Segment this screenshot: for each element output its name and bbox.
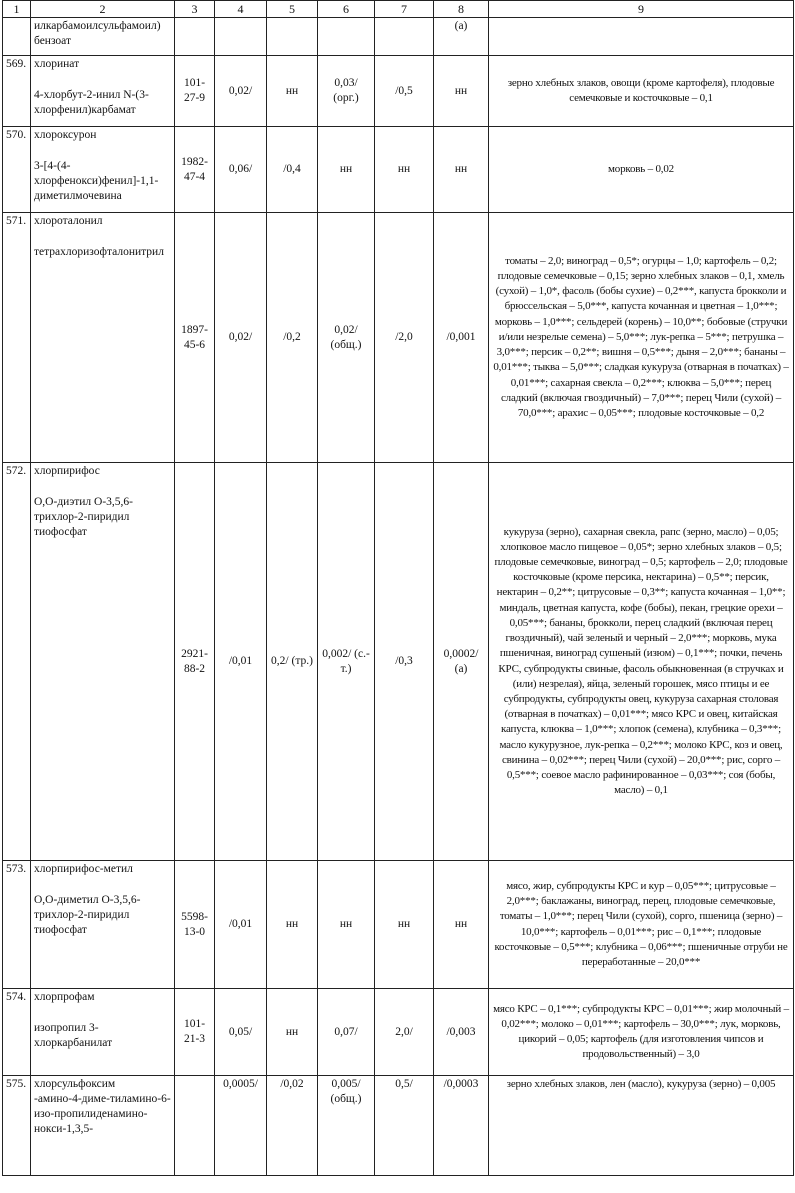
header-row <box>3 1 794 18</box>
col8-value: нн <box>434 861 489 989</box>
row-number: 573. <box>3 861 31 989</box>
mrl-list: зерно хлебных злаков, овощи (кроме картофеля), плодовые семечковые и косточковые – 0,1 <box>489 56 794 127</box>
substance-cell <box>31 989 175 1076</box>
table-row <box>3 1076 794 1176</box>
row-number: 571. <box>3 213 31 463</box>
substance-cell <box>31 127 175 213</box>
col8-value: /0,0003 <box>434 1076 489 1176</box>
substance-name: хлорпрофам <box>34 991 95 1003</box>
header-cell-8: 8 <box>434 1 489 18</box>
col8-value: нн <box>434 56 489 127</box>
row-number: 570. <box>3 127 31 213</box>
header-cell-1: 1 <box>3 1 31 18</box>
col6-value: 0,03/ (орг.) <box>318 56 375 127</box>
col5-value <box>267 18 318 56</box>
col4-value: 0,05/ <box>215 989 267 1076</box>
col6-value: нн <box>318 861 375 989</box>
mrl-list: мясо, жир, субпродукты КРС и кур – 0,05***; цитрусовые – 2,0***; баклажаны, виноград, перец, плодовые семечковые, томаты – 1,0***; перец Чили (сухой), сорго, пшеница (зерно) – 10,0***; картофель – 0,01***; рис – 0,1***; плодовые косточковые – 0,5***; клубника – 0,06***; пшеничные отруби не переработанные – 20,0*** <box>489 861 794 989</box>
substance-cell <box>31 56 175 127</box>
cas-number: 101-21-3 <box>175 989 215 1076</box>
chemical-name: 3-[4-(4-хлорфенокси)фенил]-1,1-диметилмочевина <box>34 160 159 202</box>
cas-number: 1982-47-4 <box>175 127 215 213</box>
substance-name: хлороксурон <box>34 129 97 141</box>
col6-value: 0,005/ (общ.) <box>318 1076 375 1176</box>
cas-number <box>175 1076 215 1176</box>
col6-value: нн <box>318 127 375 213</box>
header-cell-9: 9 <box>489 1 794 18</box>
col4-value: 0,02/ <box>215 213 267 463</box>
mrl-list: томаты – 2,0; виноград – 0,5*; огурцы – 1,0; картофель – 0,2; плодовые семечковые – 0,15; зерно хлебных злаков – 0,1, хмель (сухой) – 1,0*, фасоль (бобы сухие) – 0,2***, капуста брокколи и брюссельская – 5,0***, капуста кочанная и цветная – 1,0***; морковь – 1,0***; сельдерей (корень) – 10,0**; бобовые (стручки и/или незрелые семена) – 5,0***; лук-репка – 5***; петрушка – 3,0***; персик – 0,2**; вишня – 0,5***; дыня – 2,0***; бананы – 0,01***; тыква – 5,0***; сладкая кукуруза (отварная в початках) – 0,01***; сахарная свекла – 0,2***; клюква – 5,0***; перец сладкий (включая гвоздичный) – 7,0***; перец Чили (сухой) – 70,0***; арахис – 0,05***; плодовые косточковые – 0,2 <box>489 213 794 463</box>
col7-value <box>375 18 434 56</box>
table-row <box>3 861 794 989</box>
col7-value: /0,3 <box>375 463 434 861</box>
chemical-name: илкарбамоилсульфамоил) бензоат <box>34 20 161 47</box>
row-number: 572. <box>3 463 31 861</box>
cas-number: 1897-45-6 <box>175 213 215 463</box>
col5-value: нн <box>267 56 318 127</box>
table-row <box>3 463 794 861</box>
header-cell-5: 5 <box>267 1 318 18</box>
chemical-name: О,О-диэтил О-3,5,6-трихлор-2-пиридил тиофосфат <box>34 496 134 538</box>
mrl-list: мясо КРС – 0,1***; субпродукты КРС – 0,01***; жир молочный – 0,02***; молоко – 0,01***; картофель – 30,0***; лук, морковь, цикорий – 0,05; картофель (для изготовления чипсов и продовольственный) – 3,0 <box>489 989 794 1076</box>
row-number: 575. <box>3 1076 31 1176</box>
col6-value: 0,02/ (общ.) <box>318 213 375 463</box>
chemical-name: 4-хлорбут-2-инил N-(3-хлорфенил)карбамат <box>34 89 149 116</box>
col4-value <box>215 18 267 56</box>
substance-cell <box>31 18 175 56</box>
mrl-list: зерно хлебных злаков, лен (масло), кукуруза (зерно) – 0,005 <box>489 1076 794 1176</box>
header-cell-6: 6 <box>318 1 375 18</box>
col5-value: нн <box>267 861 318 989</box>
header-cell-3: 3 <box>175 1 215 18</box>
cas-number: 5598-13-0 <box>175 861 215 989</box>
chemical-name: -амино-4-диме-тиламино-6-изо-пропилиденамино-нокси-1,3,5- <box>34 1093 171 1135</box>
header-cell-7: 7 <box>375 1 434 18</box>
substance-name: хлороталонил <box>34 215 103 227</box>
substance-cell <box>31 861 175 989</box>
col6-value <box>318 18 375 56</box>
col7-value: 2,0/ <box>375 989 434 1076</box>
col4-value: /0,01 <box>215 463 267 861</box>
mrl-list <box>489 18 794 56</box>
substance-cell <box>31 213 175 463</box>
table-row <box>3 127 794 213</box>
regulation-table <box>2 0 794 1176</box>
col8-value: нн <box>434 127 489 213</box>
col7-value: нн <box>375 127 434 213</box>
col8-value: (а) <box>434 18 489 56</box>
col7-value: 0,5/ <box>375 1076 434 1176</box>
col5-value: /0,02 <box>267 1076 318 1176</box>
col8-value: 0,0002/ (а) <box>434 463 489 861</box>
col6-value: 0,002/ (с.-т.) <box>318 463 375 861</box>
mrl-list: кукуруза (зерно), сахарная свекла, рапс (зерно, масло) – 0,05; хлопковое масло пищевое – 0,05*; зерно хлебных злаков – 0,5; плодовые семечковые, виноград – 0,5; картофель – 2,0; плодовые косточковые (кроме персика, нектарина) – 0,5**; персик, нектарин – 0,2**; цитрусовые – 0,3**; капуста кочанная – 1,0**; миндаль, цветная капуста, кофе (бобы), пекан, грецкие орехи – 0,05***; бананы, брокколи, перец сладкий (включая перец гвоздичный), чай зеленый и черный – 2,0***; морковь, мука пшеничная, виноград сушеный (изюм) – 0,1***; почки, печень КРС, субпродукты свиные, фасоль обыкновенная (в стручках и (или) незрелая), яйца, зеленый горошек, мясо птицы и ее субпродукты, субпродукты овец, кукуруза сахарная столовая (отварная в початках) – 0,01***; мясо КРС и овец, китайская капуста, клюква – 1,0***; хлопок (семена), клубника – 0,3***; масло кукурузное, лук-репка – 0,2***; молоко КРС, коз и овец, свинина – 0,02***; перец Чили (сухой) – 20,0***; рис, сорго – 0,5***; соевое масло рафинированное – 0,03***; соя (бобы, масло) – 0,1 <box>489 463 794 861</box>
chemical-name: изопропил 3-хлоркарбанилат <box>34 1022 113 1049</box>
col7-value: /0,5 <box>375 56 434 127</box>
substance-name: хлорсульфоксим <box>34 1078 116 1090</box>
col5-value: 0,2/ (тр.) <box>267 463 318 861</box>
table-row <box>3 56 794 127</box>
substance-name: хлорпирифос-метил <box>34 863 133 875</box>
col6-value: 0,07/ <box>318 989 375 1076</box>
chemical-name: тетрахлоризофталонитрил <box>34 246 164 258</box>
table-row <box>3 213 794 463</box>
table-row <box>3 989 794 1076</box>
col4-value: /0,01 <box>215 861 267 989</box>
col4-value: 0,02/ <box>215 56 267 127</box>
col8-value: /0,003 <box>434 989 489 1076</box>
row-number: 569. <box>3 56 31 127</box>
substance-cell <box>31 463 175 861</box>
col8-value: /0,001 <box>434 213 489 463</box>
row-number <box>3 18 31 56</box>
col7-value: нн <box>375 861 434 989</box>
col4-value: 0,0005/ <box>215 1076 267 1176</box>
header-cell-2: 2 <box>31 1 175 18</box>
substance-name: хлоринат <box>34 58 80 70</box>
col7-value: /2,0 <box>375 213 434 463</box>
table-row <box>3 18 794 56</box>
substance-name: хлорпирифос <box>34 465 100 477</box>
col5-value: нн <box>267 989 318 1076</box>
header-cell-4: 4 <box>215 1 267 18</box>
cas-number <box>175 18 215 56</box>
col5-value: /0,2 <box>267 213 318 463</box>
cas-number: 101-27-9 <box>175 56 215 127</box>
row-number: 574. <box>3 989 31 1076</box>
col4-value: 0,06/ <box>215 127 267 213</box>
mrl-list: морковь – 0,02 <box>489 127 794 213</box>
col5-value: /0,4 <box>267 127 318 213</box>
substance-cell <box>31 1076 175 1176</box>
cas-number: 2921-88-2 <box>175 463 215 861</box>
chemical-name: О,О-диметил О-3,5,6-трихлор-2-пиридил тиофосфат <box>34 894 141 936</box>
